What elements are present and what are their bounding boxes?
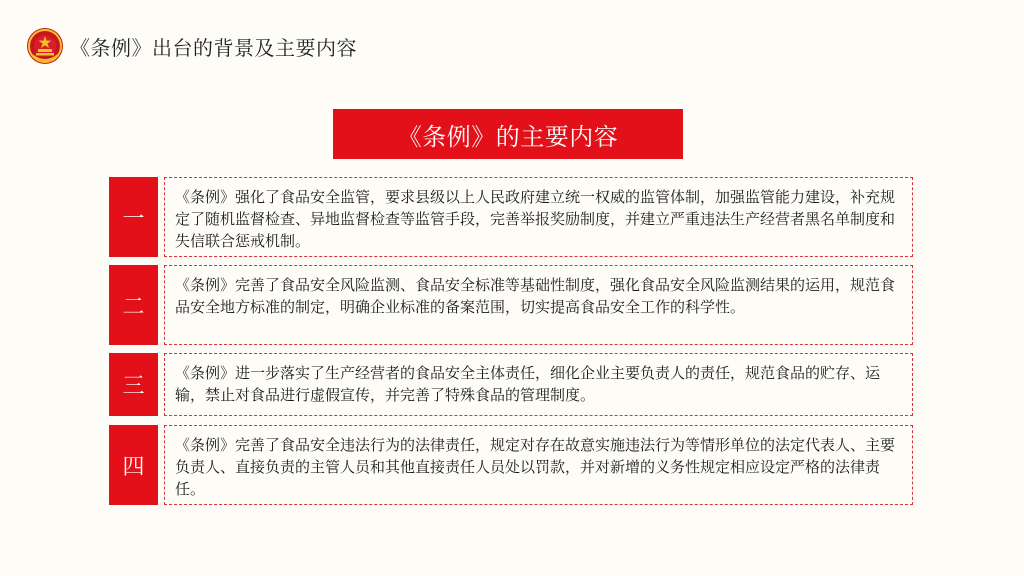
item-text: 《条例》进一步落实了生产经营者的食品安全主体责任，细化企业主要负责人的责任，规范食品的贮存、运输，禁止对食品进行虚假宣传，并完善了特殊食品的管理制度。 <box>164 353 913 416</box>
item-text: 《条例》完善了食品安全风险监测、食品安全标准等基础性制度，强化食品安全风险监测结果的运用，规范食品安全地方标准的制定，明确企业标准的备案范围，切实提高食品安全工作的科学性。 <box>164 265 913 345</box>
item-text: 《条例》完善了食品安全违法行为的法律责任，规定对存在故意实施违法行为等情形单位的法定代表人、主要负责人、直接负责的主管人员和其他直接责任人员处以罚款，并对新增的义务性规定相应设定严格的法律责任。 <box>164 425 913 505</box>
page-title: 《条例》出台的背景及主要内容 <box>70 35 357 60</box>
item-number: 一 <box>109 177 158 257</box>
item-number: 四 <box>109 425 158 505</box>
item-number: 三 <box>109 353 158 416</box>
item-text: 《条例》强化了食品安全监管，要求县级以上人民政府建立统一权威的监管体制，加强监管能力建设，补充规定了随机监督检查、异地监督检查等监管手段，完善举报奖励制度，并建立严重违法生产经营者黑名单制度和失信联合惩戒机制。 <box>164 177 913 257</box>
page-header <box>26 26 357 66</box>
item-number: 二 <box>109 265 158 345</box>
section-title: 《条例》的主要内容 <box>333 109 683 159</box>
national-emblem-icon <box>26 27 64 65</box>
